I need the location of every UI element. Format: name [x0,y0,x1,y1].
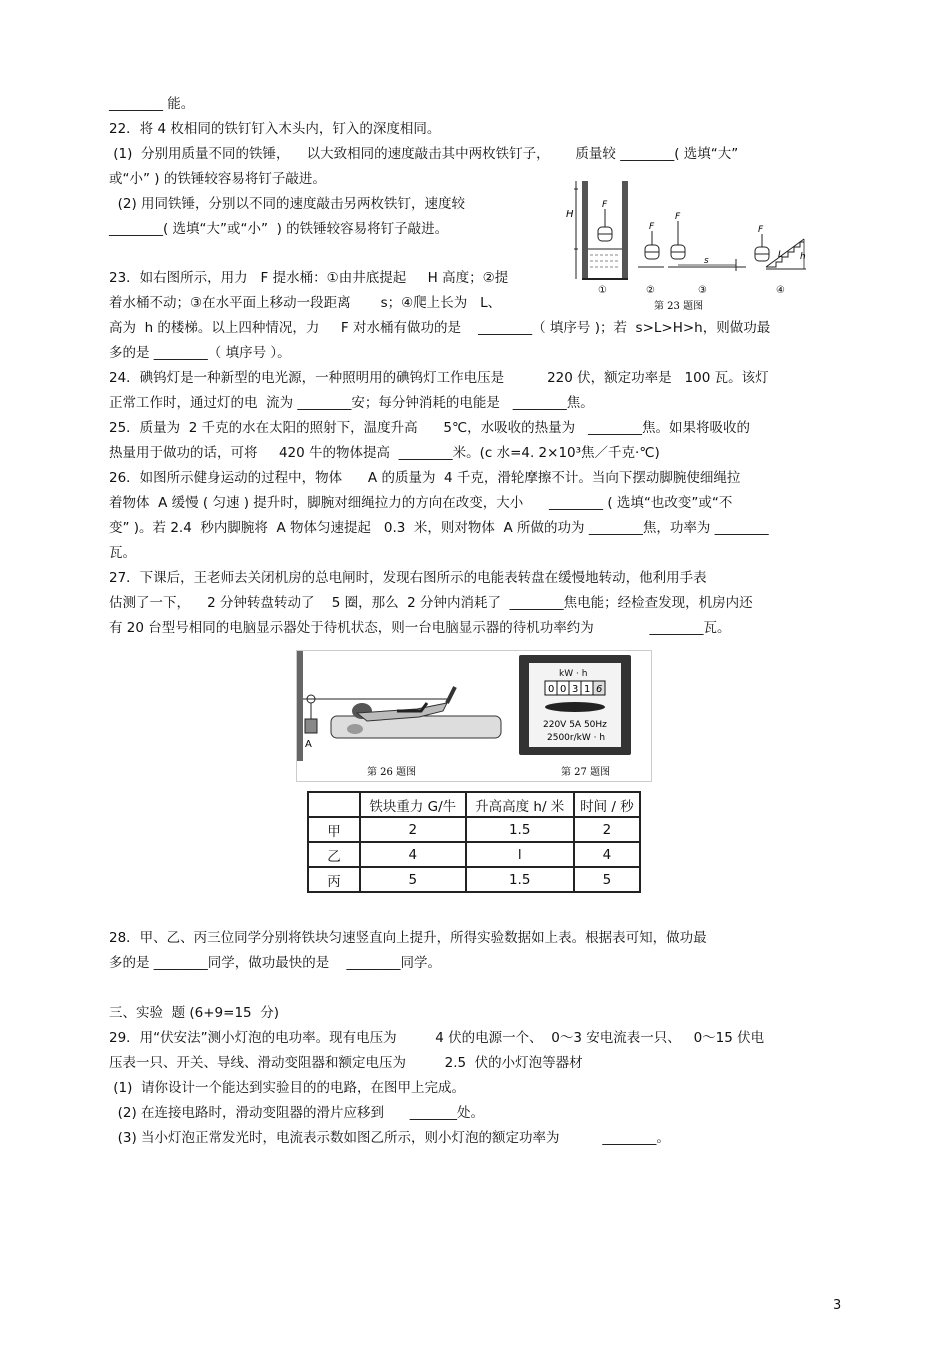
table-row [308,842,640,867]
text-line: 变” )。若 2.4 秒内脚腕将 A 物体匀速提起 0.3 米，则对物体 A 所做的功为 ________焦，功率为 ________ [109,520,769,536]
text-line: 压表一只、开关、导线、滑动变阻器和额定电压为 2.5 伏的小灯泡等器材 [109,1055,583,1071]
text-line: 热量用于做功的话，可将 420 牛的物体提高 ________米。(c 水=4. 2×10³焦／千克·℃) [109,445,660,461]
question-23: 23．如右图所示，用力 F 提水桶：①由井底提起 H 高度；②提 [109,270,509,286]
meter-disc [545,702,605,712]
text-line: (3) 当小灯泡正常发光时，电流表示数如图乙所示，则小灯泡的额定功率为 ________。 [109,1130,670,1146]
fig23-label-2: ② [646,285,655,296]
table-cell: 4 [360,842,466,867]
question-24: 24．碘钨灯是一种新型的电光源，一种照明用的碘钨灯工作电压是 220 伏，额定功率是 100 瓦。该灯 [109,370,769,386]
fig23-label-4: ④ [776,285,785,296]
table-cell: 1.5 [466,817,574,842]
question-27: 27．下课后，王老师去关闭机房的总电闸时，发现右图所示的电能表转盘在缓慢地转动，他利用手表 [109,570,707,586]
text-line: (2) 在连接电路时，滑动变阻器的滑片应移到 _______处。 [109,1105,484,1121]
question-28: 28．甲、乙、丙三位同学分别将铁块匀速竖直向上提升，所得实验数据如上表。根据表可知，做功最 [109,930,707,946]
text-line: 有 20 台型号相同的电脑显示器处于待机状态，则一台电脑显示器的待机功率约为 ________瓦。 [109,620,731,636]
text-line: 或“小” ) 的铁锤较容易将钉子敲进。 [109,171,326,187]
meter-unit: kW · h [559,669,588,679]
table-cell: 2 [574,817,640,842]
text-line: (1) 请你设计一个能达到实验目的的电路，在图甲上完成。 [109,1080,465,1096]
table-header: 时间 / 秒 [574,792,640,817]
table-cell: 乙 [308,842,360,867]
fig23-H-label: H [566,209,574,220]
text-line: 瓦。 [109,545,136,561]
text-line: (2) 用同铁锤，分别以不同的速度敲击另两枚铁钉，速度较 [109,196,465,212]
meter-digit: 0 [560,684,567,695]
fig27-caption: 第 27 题图 [561,767,611,778]
table-cell: 甲 [308,817,360,842]
table-cell: 1.5 [466,867,574,892]
text-line: 多的是 ________（ 填序号 ）。 [109,345,291,361]
table-header [308,792,360,817]
section-heading: 三、实验 题 (6+9=15 分) [109,1005,279,1021]
fig23-F-label: F [675,212,681,222]
fig23-s-label: s [704,256,709,266]
meter-digit: 1 [584,684,591,695]
page-number: 3 [833,1298,842,1313]
table-cell: 丙 [308,867,360,892]
text-line: 着物体 A 缓慢 ( 匀速 ) 提升时，脚腕对细绳拉力的方向在改变，大小 ________ ( 选填“也改变”或“不 [109,495,733,511]
table-cell: 5 [574,867,640,892]
text-line: (1) 分别用质量不同的铁锤， 以大致相同的速度敲击其中两枚铁钉子， 质量较 ________( 选填“大” [109,146,739,162]
fig23-F-label: F [758,225,764,235]
table-header: 铁块重力 G/牛 [360,792,466,817]
fig23-h-label: h [800,252,806,262]
question-26: 26．如图所示健身运动的过程中，物体 A 的质量为 4 千克，滑轮摩擦不计。当向下摆动脚腕使细绳拉 [109,470,741,486]
fig23-label-1: ① [598,285,607,296]
fig23-caption: 第 23 题图 [654,301,704,312]
fig23-F-label: F [649,222,655,232]
fig26-caption: 第 26 题图 [367,767,417,778]
fig23-F-label: F [602,200,608,210]
table-cell: 5 [360,867,466,892]
text-line: 着水桶不动；③在水平面上移动一段距离 s；④爬上长为 L、 [109,295,502,311]
figures-26-27 [296,650,652,782]
figure-23 [566,179,811,314]
experiment-table [307,791,641,893]
table-cell: 2 [360,817,466,842]
meter-display [545,681,605,695]
text-line: 估测了一下， 2 分钟转盘转动了 5 圈，那么 2 分钟内消耗了 ________焦电能；经检查发现，机房内还 [109,595,753,611]
meter-digit: 0 [548,684,555,695]
meter-spec-2: 2500r/kW · h [547,733,606,743]
text-line: 正常工作时，通过灯的电 流为 ________安；每分钟消耗的电能是 ________焦。 [109,395,594,411]
table-header-row [308,792,640,817]
table-row [308,867,640,892]
table-header: 升高高度 h/ 米 [466,792,574,817]
fig26-A-label: A [305,739,312,750]
meter-digit: 3 [572,684,579,695]
fig23-L-label: L [778,250,784,260]
text-line: 多的是 ________同学，做功最快的是 ________同学。 [109,955,441,971]
table-cell: 4 [574,842,640,867]
question-25: 25．质量为 2 千克的水在太阳的照射下，温度升高 5℃，水吸收的热量为 ________焦。如果将吸收的 [109,420,751,436]
question-22: 22．将 4 枚相同的铁钉钉入木头内，钉入的深度相同。 [109,121,441,137]
meter-spec-1: 220V 5A 50Hz [543,720,607,730]
text-line: ________( 选填“大”或“小” ) 的铁锤较容易将钉子敲进。 [109,221,449,237]
fig23-label-3: ③ [698,285,707,296]
text-line: ________ 能。 [109,96,195,112]
text-line: 高为 h 的楼梯。以上四种情况，力 F 对水桶有做功的是 ________（ 填序号 )；若 s>L>H>h，则做功最 [109,320,771,336]
table-row [308,817,640,842]
meter-digit: 6 [596,684,603,695]
table-cell: l [466,842,574,867]
question-29: 29．用“伏安法”测小灯泡的电功率。现有电压为 4 伏的电源一个、 0～3 安电流表一只、 0～15 伏电 [109,1030,765,1046]
